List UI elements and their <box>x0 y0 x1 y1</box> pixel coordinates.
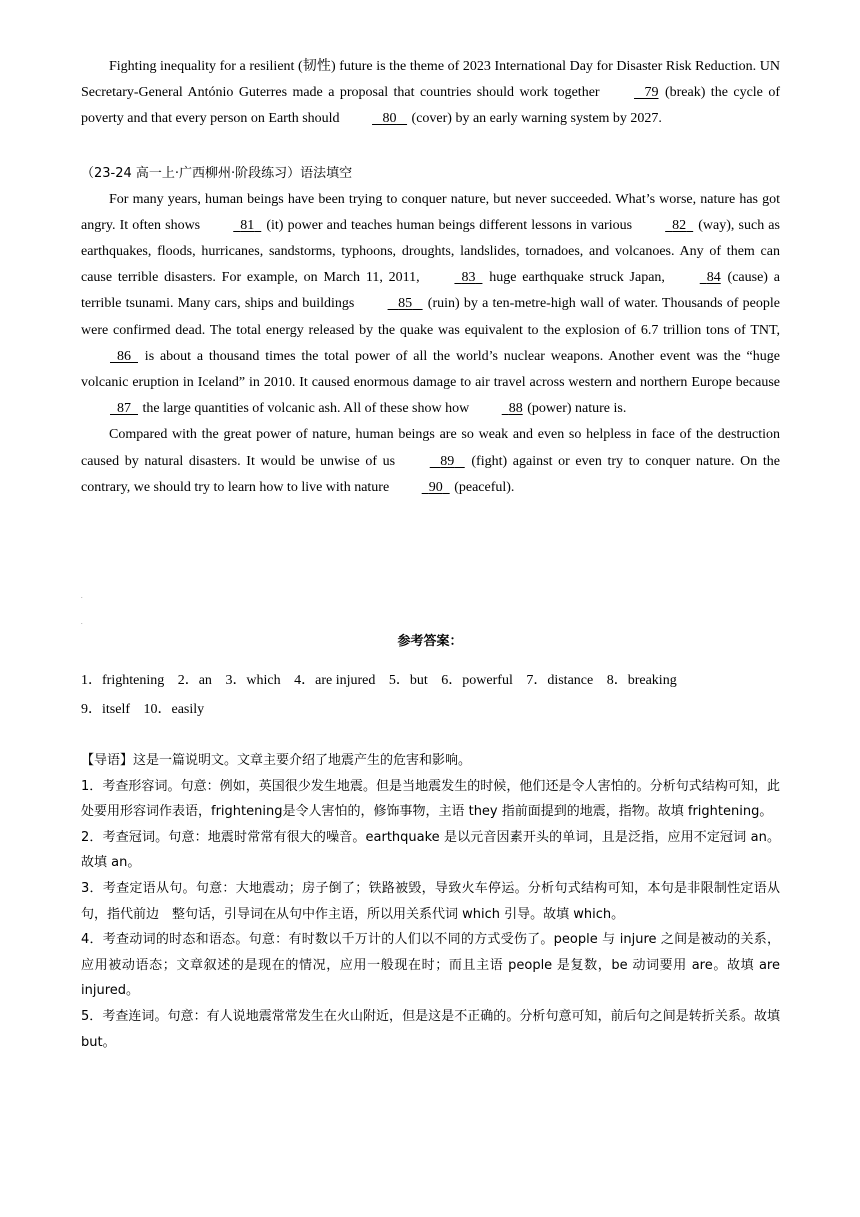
answer-title: 参考答案： <box>397 634 463 649</box>
answer-item: 4．are injured <box>294 673 376 688</box>
answer-item: 10．easily <box>143 702 205 717</box>
stray-mark: . <box>81 620 83 626</box>
answer-item: 2．an <box>177 673 212 688</box>
explanation-intro: 【导语】这是一篇说明文。文章主要介绍了地震产生的危害和影响。 <box>81 753 472 768</box>
explanation-item: 5．考查连词。句意：有人说地震常常发生在火山附近，但是这是不正确的。分析句意可知，前后句之间是转折关系。故填 but。 <box>81 1008 780 1050</box>
blank-87[interactable]: 87 <box>117 401 131 417</box>
explanation-item: 2．考查冠词。句意：地震时常常有很大的噪音。earthquake 是以元音因素开头的单词，且是泛指，应用不定冠词 an。故填 an。 <box>81 829 780 871</box>
text-segment: (cover) by an early warning system by 2027. <box>408 111 662 127</box>
passage-paragraph-2: For many years, human beings have been trying to conquer nature, but never succeeded. What’s worse, nature has got angry. It often shows 81 (it) power and teaches human beings different lessons in various 82 (way), such as earthquakes, floods, hurricanes, sandstorms, typhoons, droughts, landslides, tornadoes, and volcanoes. Any of them can cause terrible disasters. For example, on March 11, 2011, 83 huge earthquake struck Japan, 84 (cause) a terrible tsunami. Many cars, ships and buildings 85 (ruin) by a ten-metre-high wall of water. Thousands of people were confirmed dead. The total energy released by the quake was equivalent to the explosion of 6.7 trillion tons of TNT, 86 is about a thousand times the total power of all the world’s nuclear weapons. Another event was the “huge volcanic eruption in Iceland” in 2010. It caused enormous damage to air travel across western and northern Europe because 87 the large quantities of volcanic ash. All of these show how 88 (power) nature is. <box>81 187 780 423</box>
passage-paragraph-3: Compared with the great power of nature, human beings are so weak and even so helpless in face of the destruction caused by natural disasters. It would be unwise of us 89 (fight) against or even try to conquer nature. On the contrary, we should try to learn how to live with nature 90 (peaceful). <box>81 422 780 501</box>
blank-84[interactable]: 84 <box>706 270 721 286</box>
blank-88[interactable]: 88 <box>508 401 523 417</box>
blank-81[interactable]: 81 <box>240 217 255 233</box>
blank-90[interactable]: 90 <box>428 479 443 495</box>
blank-82[interactable]: 82 <box>672 217 687 233</box>
answer-item: 3．which <box>225 673 281 688</box>
passage-section <box>81 54 780 501</box>
answer-list <box>81 666 780 724</box>
blank-86[interactable]: 86 <box>117 348 131 364</box>
blank-89[interactable]: 89 <box>440 453 455 469</box>
passage-paragraph-1 <box>81 54 780 133</box>
answer-item: 9．itself <box>81 702 130 717</box>
text-segment: Fighting inequality for a resilient (韧性) future is the theme of 2023 International Day for Disaster Risk Reduction. UN Secretary-General António Guterres made a proposal that countries should work together <box>81 59 780 101</box>
explanation-item: 1．考查形容词。句意：例如，英国很少发生地震。但是当地震发生的时候，他们还是令人害怕的。分析句式结构可知，此处要用形容词作表语，frightening是令人害怕的，修饰事物，主语 they 指前面提到的地震，指物。故填 frightening。 <box>81 778 780 820</box>
explanation-item: 4．考查动词的时态和语态。句意：有时数以千万计的人们以不同的方式受伤了。people 与 injure 之间是被动的关系，应用被动语态；文章叙述的是现在的情况，应用一般现在时；而且主语 people 是复数，be 动词要用 are。故填 are injured。 <box>81 932 780 999</box>
stray-mark: . <box>81 594 83 600</box>
answer-item: 1．frightening <box>81 673 165 688</box>
answer-item: 5．but <box>388 673 428 688</box>
question-source: （23-24 高一上·广西柳州·阶段练习）语法填空 <box>81 165 353 181</box>
text-segment: (break) the cycle of poverty and that every person on Earth should <box>81 85 780 127</box>
answer-item: 7．distance <box>526 673 594 688</box>
answer-row <box>81 695 780 724</box>
answer-row <box>81 666 780 695</box>
blank-79[interactable]: 79 <box>644 85 659 101</box>
explanation-item: 3．考查定语从句。句意：大地震动；房子倒了；铁路被毁，导致火车停运。分析句式结构可知，本句是非限制性定语从句，指代前边 整句话，引导词在从句中作主语，所以用关系代词 which 引导。故填 which。 <box>81 880 780 922</box>
answer-item: 8．breaking <box>606 673 677 688</box>
blank-85[interactable]: 85 <box>398 296 413 312</box>
explanation-section <box>81 748 780 1055</box>
blank-80[interactable]: 80 <box>382 111 397 127</box>
blank-83[interactable]: 83 <box>461 270 476 286</box>
answer-item: 6．powerful <box>441 673 513 688</box>
